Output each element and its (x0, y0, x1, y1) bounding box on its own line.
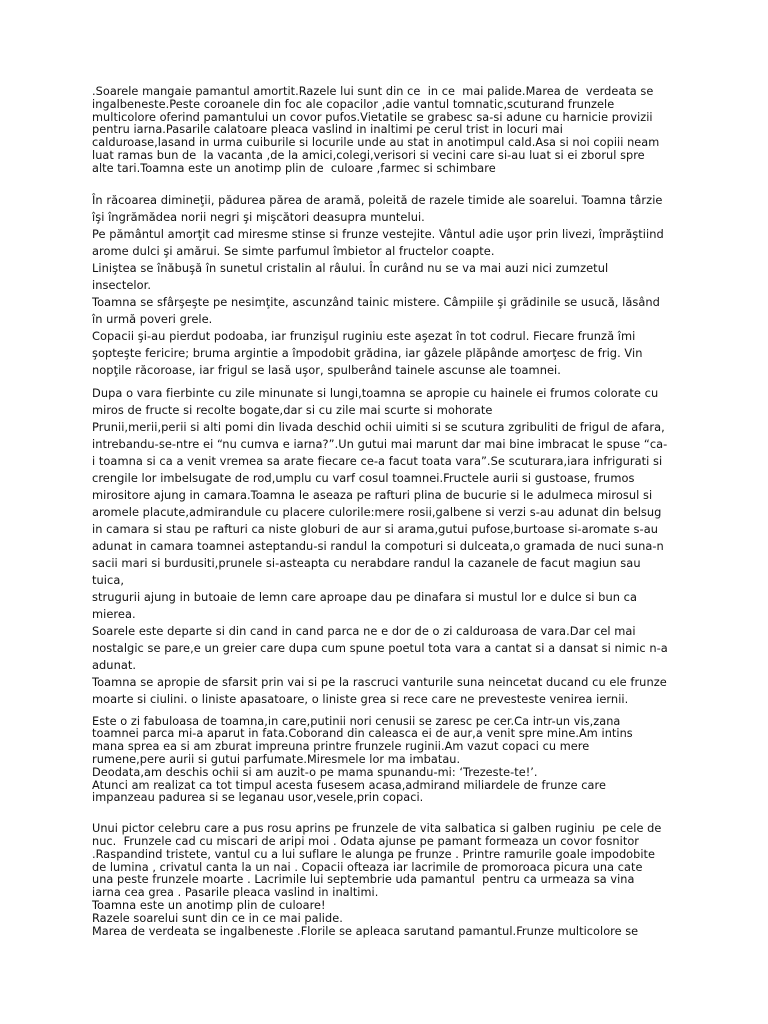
text-line: aromele placute,admirandule cu placere culorile:mere rosii,galbene si verzi s-au adunat din belsug (92, 504, 662, 519)
text-line: iarna cea grea . Pasarile pleaca vaslind in inaltimi. (92, 886, 379, 900)
text-line: Toamna se sfârşeşte pe nesimţite, ascunzând tainic mistere. Câmpiile şi grădinile se usucă, lăsând (92, 294, 660, 309)
text-line: nostalgic se pare,e un greier care dupa cum spune poetul tota vara a cantat si a dansat si nimic n-a (92, 640, 668, 655)
text-line: sacii mari si burdusiti,prunele si-asteapta cu nerabdare randul la cazanele de facut magiun sau (92, 555, 641, 570)
text-line: rumene,pere aurii si gutui parfumate.Miresmele lor ma imbatau. (92, 752, 461, 766)
text-line: nopţile răcoroase, iar frigul se lasă uşor, spulberând tainele ascunse ale toamnei. (92, 362, 561, 377)
paragraph-5 (92, 823, 682, 938)
text-line: ingalbeneste.Peste coroanele din foc ale copacilor ,adie vantul tomnatic,scuturand frunzele (92, 97, 615, 111)
text-line: tuica, (92, 572, 125, 587)
text-line: Prunii,merii,perii si alti pomi din livada deschid ochii uimiti si se scutura zgribuliti de frigul de afara, (92, 419, 665, 434)
text-line: Soarele este departe si din cand in cand parca ne e dor de o zi calduroasa de vara.Dar cel mai (92, 623, 636, 638)
text-line: miros de fructe si recolte bogate,dar si cu zile mai scurte si mohorate (92, 402, 493, 417)
paragraph-2 (92, 192, 682, 379)
text-line: Toamna este un anotimp plin de culoare! (92, 898, 326, 912)
text-line: Este o zi fabuloasa de toamna,in care,putinii nori cenusii se zaresc pe cer.Ca intr-un vis,zana (92, 714, 621, 728)
text-line: adunat in camara toamnei asteptandu-si randul la compoturi si dulceata,o gramada de nuci suna-n (92, 538, 664, 553)
paragraph-1 (92, 86, 682, 176)
document-body (92, 86, 682, 938)
text-line: de lumina , crivatul canta la un nai . Copacii ofteaza iar lacrimile de promoroaca picura una cate (92, 860, 643, 874)
text-line: .Raspandind tristete, vantul cu a lui suflare le alunga pe frunze . Printre ramurile goale impodobite (92, 847, 656, 861)
text-line: Marea de verdeata se ingalbeneste .Florile se apleaca sarutand pamantul.Frunze multicolore se (92, 924, 639, 938)
text-line: luat ramas bun de la vacanta ,de la amici,colegi,verisori si vecini care si-au luat si ei zborul spre (92, 148, 645, 162)
text-line: moarte si ciulini. o liniste apasatoare, o liniste grea si rece care ne prevesteste venirea iernii. (92, 691, 629, 706)
text-line: adunat. (92, 657, 137, 672)
paragraph-3 (92, 385, 682, 708)
text-line: Deodata,am deschis ochii si am auzit-o pe mama spunandu-mi: ‘Trezeste-te!’. (92, 765, 538, 779)
text-line: mirositore ajung in camara.Toamna le aseaza pe rafturi plina de bucurie si le adulmeca mirosul si (92, 487, 653, 502)
text-line: arome dulci şi amărui. Se simte parfumul îmbietor al fructelor coapte. (92, 243, 495, 258)
text-line: pentru iarna.Pasarile calatoare pleaca vaslind in inaltimi pe cerul trist in locuri mai (92, 123, 563, 137)
text-line: Dupa o vara fierbinte cu zile minunate si lungi,toamna se apropie cu hainele ei frumos colorate cu (92, 385, 659, 400)
text-line: Razele soarelui sunt din ce in ce mai palide. (92, 911, 343, 925)
text-line: impanzeau padurea si se leganau usor,vesele,prin copaci. (92, 791, 424, 805)
text-line: Liniştea se înăbuşă în sunetul cristalin al râului. În curând nu se va mai auzi nici zumzetul (92, 260, 609, 275)
text-line: .Soarele mangaie pamantul amortit.Razele lui sunt din ce in ce mai palide.Marea de verdeata se (92, 85, 654, 98)
text-line: in camara si stau pe rafturi ca niste globuri de aur si arama,gutui pufose,burtoase si-aromate s-au (92, 521, 658, 536)
text-line: Unui pictor celebru care a pus rosu aprins pe frunzele de vita salbatica si galben ruginiu pe cele de (92, 822, 662, 836)
text-line: alte tari.Toamna este un anotimp plin de culoare ,farmec si schimbare (92, 161, 496, 175)
text-line: mana sprea ea si am zburat impreuna printre frunzele ruginii.Am vazut copaci cu mere (92, 740, 590, 754)
text-line: În răcoarea dimineţii, pădurea părea de aramă, poleită de razele timide ale soarelui. Toamna târzie (92, 192, 663, 207)
text-line: i toamna si ca a venit vremea sa arate fiecare ce-a facut toata vara”.Se scuturara,iara infrigurati si (92, 453, 663, 468)
text-line: multicolore oferind pamantului un covor pufos.Vietatile se grabesc sa-si adune cu harnicie provizii (92, 110, 653, 124)
text-line: în urmă poveri grele. (92, 311, 213, 326)
text-line: mierea. (92, 606, 136, 621)
text-line: una peste frunzele moarte . Lacrimile lui septembrie uda pamantul pentru ca urmeaza sa vina (92, 873, 635, 887)
text-line: Toamna se apropie de sfarsit prin vai si pe la rascruci vanturile suna neincetat ducand cu ele frunze (92, 674, 667, 689)
text-line: Pe pământul amorţit cad miresme stinse si frunze vestejite. Vântul adie uşor prin livezi, împrăştiind (92, 226, 664, 241)
text-line: toamnei parca mi-a aparut in fata.Coborand din caleasca ei de aur,a venit spre mine.Am intins (92, 727, 633, 741)
text-line: intrebandu-se-ntre ei “nu cumva e iarna?”.Un gutui mai marunt dar mai bine imbracat le spuse “ca- (92, 436, 668, 451)
text-line: strugurii ajung in butoaie de lemn care aproape dau pe dinafara si mustul lor e dulce si bun ca (92, 589, 637, 604)
text-line: calduroase,lasand in urma cuiburile si locurile unde au stat in anotimpul cald.Asa si noi copiii neam (92, 136, 660, 150)
text-line: crengile lor imbelsugate de rod,umplu cu varf cosul toamnei.Fructele aurii si gustoase, frumos (92, 470, 635, 485)
text-line: nuc. Frunzele cad cu miscari de aripi moi . Odata ajunse pe pamant formeaza un covor fosnitor (92, 834, 639, 848)
paragraph-4 (92, 716, 682, 806)
text-line: îşi îngrămădea norii negri şi mişcători deasupra muntelui. (92, 209, 425, 224)
text-line: şopteşte fericire; bruma argintie a împodobit grădina, iar gâzele plăpânde amorţesc de frig. Vin (92, 345, 643, 360)
text-line: Atunci am realizat ca tot timpul acesta fusesem acasa,admirand miliardele de frunze care (92, 778, 606, 792)
text-line: insectelor. (92, 277, 152, 292)
text-line: Copacii şi-au pierdut podoaba, iar frunzişul ruginiu este aşezat în tot codrul. Fiecare frunză îmi (92, 328, 636, 343)
